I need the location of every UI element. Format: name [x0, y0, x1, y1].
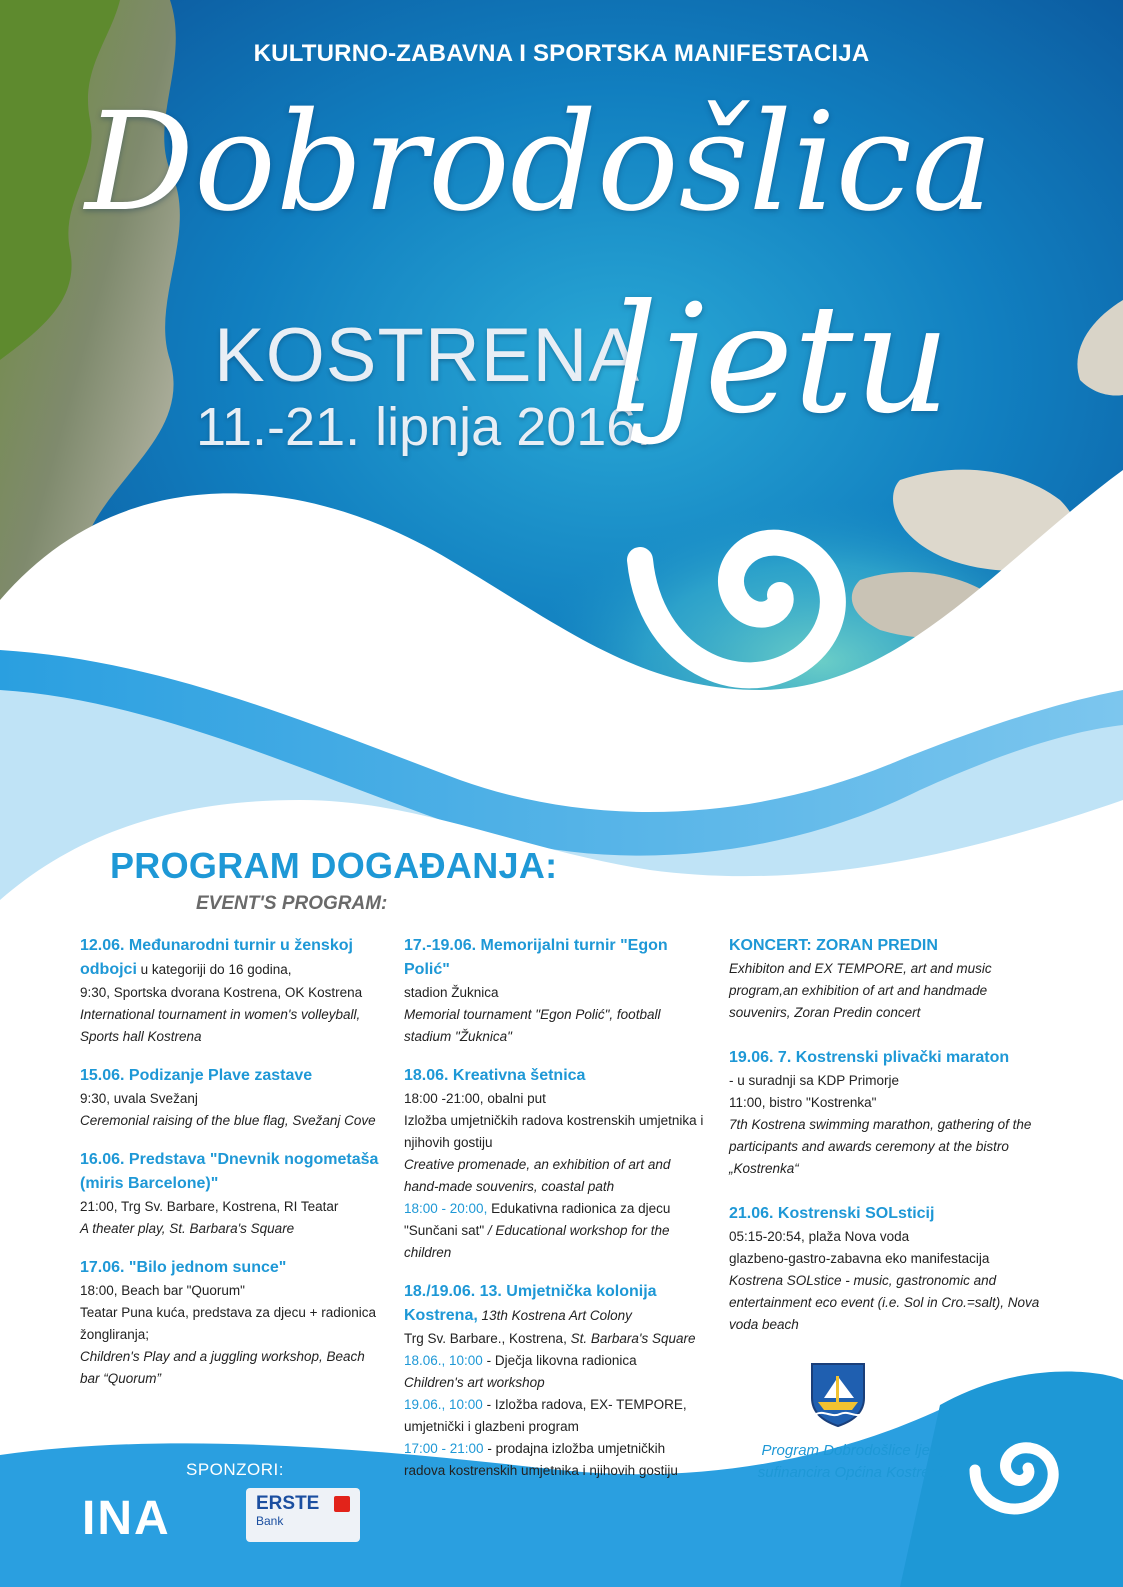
- program-column-3: [729, 934, 1049, 1352]
- event-translation: Ceremonial raising of the blue flag, Svežanj Cove: [80, 1113, 376, 1128]
- event-translation: A theater play, St. Barbara's Square: [80, 1221, 295, 1236]
- event-title: 17.06. "Bilo jednom sunce": [80, 1259, 287, 1276]
- event-translation: 7th Kostrena swimming marathon, gathering of the participants and awards ceremony at the bistro „Kostrenka“: [729, 1117, 1032, 1176]
- event-translation: Children's Play and a juggling workshop, Beach bar “Quorum”: [80, 1349, 365, 1386]
- event-item: [729, 934, 1049, 1024]
- event-detail: 05:15-20:54, plaža Nova voda: [729, 1229, 910, 1244]
- event-time: 19.06., 10:00: [404, 1397, 483, 1412]
- event-detail: stadion Žuknica: [404, 985, 499, 1000]
- event-detail: 9:30, Sportska dvorana Kostrena, OK Kostrena: [80, 985, 363, 1000]
- event-title: 12.06. Međunarodni turnir u ženskoj: [80, 937, 353, 954]
- event-translation: 13th Kostrena Art Colony: [477, 1308, 632, 1323]
- sponsors-label: SPONZORI:: [186, 1460, 285, 1479]
- event-translation: St. Barbara's Square: [570, 1331, 696, 1346]
- event-item: [404, 1064, 704, 1264]
- event-item: [80, 1064, 380, 1132]
- program-column-1: [80, 934, 380, 1406]
- ina-logo: INA: [82, 1492, 171, 1545]
- event-title: 21.06. Kostrenski SOLsticij: [729, 1205, 935, 1222]
- event-title: 16.06. Predstava "Dnevnik nogometaša (miris Barcelone)": [80, 1151, 379, 1192]
- event-detail: - Izložba radova, EX- TEMPORE, umjetnički i glazbeni program: [404, 1397, 687, 1434]
- event-title: 17.-19.06. Memorijalni turnir "Egon Polić": [404, 937, 668, 978]
- event-detail: glazbeno-gastro-zabavna eko manifestacija: [729, 1251, 990, 1266]
- event-title-continuation: odbojci: [80, 961, 137, 978]
- tagline: KULTURNO-ZABAVNA I SPORTSKA MANIFESTACIJA: [253, 40, 870, 67]
- event-detail: u kategoriji do 16 godina,: [136, 962, 292, 977]
- event-translation: Children's art workshop: [404, 1375, 545, 1390]
- event-item: [80, 1256, 380, 1390]
- event-detail: 11:00, bistro "Kostrenka": [729, 1095, 877, 1110]
- event-title: 18.06. Kreativna šetnica: [404, 1067, 586, 1084]
- event-detail: Izložba umjetničkih radova kostrenskih umjetnika i njihovih gostiju: [404, 1113, 704, 1150]
- event-detail: Teatar Puna kuća, predstava za djecu + radionica žongliranja;: [80, 1305, 377, 1342]
- erste-logo-name: ERSTE: [256, 1493, 320, 1514]
- event-time: 17:00 - 21:00: [404, 1441, 484, 1456]
- event-item: [80, 1148, 380, 1240]
- event-detail: Edukativna radionica za djecu "Sunčani sat": [404, 1201, 671, 1238]
- event-dates: 11.-21. lipnja 2016.: [196, 397, 652, 457]
- program-subtitle: EVENT'S PROGRAM:: [196, 893, 388, 914]
- event-translation: Creative promenade, an exhibition of art and hand-made souvenirs, coastal path: [404, 1157, 671, 1194]
- event-item: [729, 1046, 1049, 1180]
- event-detail: 21:00, Trg Sv. Barbare, Kostrena, RI Teatar: [80, 1199, 339, 1214]
- erste-s-icon: [334, 1496, 350, 1512]
- municipality-crest-icon: [810, 1362, 866, 1428]
- event-detail: - Dječja likovna radionica: [482, 1353, 637, 1368]
- event-title: 18./19.06. 13. Umjetnička kolonija Kostrena,: [404, 1283, 657, 1324]
- event-item: [404, 934, 704, 1048]
- cofinance-line-1: Program Dobrodošlice ljetu: [761, 1442, 943, 1459]
- event-title: 19.06. 7. Kostrenski plivački maraton: [729, 1049, 1010, 1066]
- event-translation: / Educational workshop for the children: [404, 1223, 670, 1260]
- event-title: 15.06. Podizanje Plave zastave: [80, 1067, 313, 1084]
- event-item: [729, 1202, 1049, 1336]
- program-title: PROGRAM DOGAĐANJA:: [110, 845, 558, 886]
- event-detail: - u suradnji sa KDP Primorje: [729, 1073, 900, 1088]
- place-name: KOSTRENA: [214, 313, 641, 398]
- event-detail: 18:00 -21:00, obalni put: [404, 1091, 546, 1106]
- event-time: 18:00 - 20:00,: [404, 1201, 488, 1216]
- event-translation: Exhibiton and EX TEMPORE, art and music program,an exhibition of art and handmade souvenirs, Zoran Predin concert: [729, 961, 992, 1020]
- cofinance-line-2: sufinancira Općina Kostrena: [757, 1464, 947, 1481]
- event-item: [80, 934, 380, 1048]
- event-detail: 9:30, uvala Svežanj: [80, 1091, 198, 1106]
- event-translation: Memorial tournament "Egon Polić", football stadium "Žuknica": [404, 1007, 661, 1044]
- event-time: 18.06., 10:00: [404, 1353, 483, 1368]
- erste-logo-sub: Bank: [256, 1514, 284, 1528]
- event-detail: Trg Sv. Barbare., Kostrena,: [404, 1331, 571, 1346]
- event-title: KONCERT: ZORAN PREDIN: [729, 937, 938, 954]
- event-title-second-line: ljetu: [610, 273, 951, 447]
- event-item: [404, 1280, 704, 1482]
- event-title: Dobrodošlica: [85, 84, 993, 242]
- erste-bank-logo: [246, 1488, 360, 1542]
- event-translation: Kostrena SOLstice - music, gastronomic and entertainment eco event (i.e. Sol in Cro.=salt), Nova voda beach: [729, 1273, 1040, 1332]
- cofinance-note: [752, 1440, 952, 1484]
- event-detail: - prodajna izložba umjetničkih radova kostrenskih umjetnika i njihovih gostiju: [404, 1441, 678, 1478]
- program-column-2: [404, 934, 704, 1498]
- event-detail: 18:00, Beach bar "Quorum": [80, 1283, 245, 1298]
- event-translation: International tournament in women's volleyball, Sports hall Kostrena: [80, 1007, 361, 1044]
